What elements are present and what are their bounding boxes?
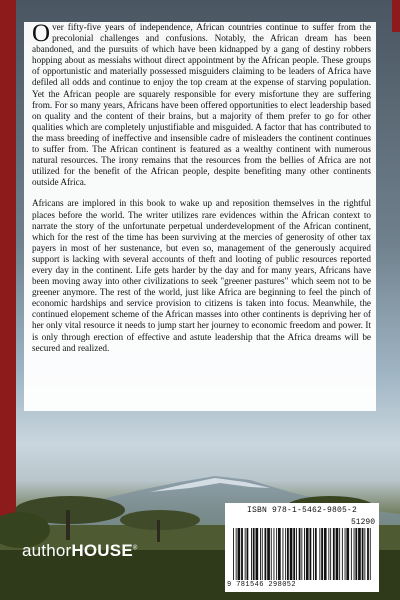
barcode-bar	[321, 528, 323, 580]
barcode-bar	[345, 528, 346, 580]
barcode-bar	[253, 528, 255, 580]
barcode-bar	[271, 528, 272, 580]
barcode-bar	[293, 528, 295, 580]
barcode-bar	[358, 528, 361, 580]
barcode-bar	[324, 528, 327, 580]
barcode-bar	[299, 528, 301, 580]
barcode-bar	[287, 528, 289, 580]
barcode-bar	[256, 528, 259, 580]
blurb-paragraph-1-text: ver fifty-five years of independence, African countries continue to suffer from the precolonial challenges and confusions. Notably, the African dream has been abandoned, and the pursuits of which have been kidnapped by a gang of destiny robbers hopping about as messiahs without direct appointment by the African people. These groups of opportunistic and materially possessed misguiders claiming to be leaders of Africa have defiled all odds and continue to enjoy the top cream at the expense of starving population. Yet the African people are squarely responsible for every misfortune they are suffering from. For so many years, Africans have been offered opportunities to elect leadership based on quality and the content of their brains, but a majority of them prefer to go for other qualities which are completely unjustifiable and misguided. A factor that has contributed to the mass breeding of ineffective and insensible cadre of misleaders the continent continues to suffer from. The African continent is featured as a wealthy continent with numerous natural resources. The irony remains that the resources from the bellies of Africa are not utilized for the benefit of the African people, despite benefiting many other continents outside Africa.	[32, 22, 371, 188]
barcode-bar	[342, 528, 343, 580]
barcode-panel	[225, 503, 379, 592]
barcode-bar	[236, 528, 237, 580]
blurb-paragraph-2: Africans are implored in this book to wake up and reposition themselves in the rightful places before the world. The writer utilizes rare evidences within the African context to narrate the story of the unfortunate perpetual underdevelopment of the African continent, which for the rest of the time has been surviving at the mercies of generosity of other tax payers in most of her sustenance, but even so, management of the generously acquired support is lacking with several accounts of theft and looting of public resources reported every day in the continent. Life gets harder by the day and for many years, Africans have been moving away into other civilizations to seek "greener pastures" which seem not to be greener anymore. The rest of the world, just like Africa are beginning to feel the pinch of economic hardships and service provision to citizens is taken into focus. Meanwhile, the continued elopement scheme of the African masses into other continents is depriving her of her only vital resource it needs to jump start her journey to economic freedom and power. It is only through erection of effective and astute leadership that the Africa dreams will be secured and realized.	[32, 198, 371, 353]
registered-mark: ®	[132, 545, 138, 552]
barcode-bar	[260, 528, 261, 580]
barcode-bar	[304, 528, 305, 580]
publisher-name-part1: author	[22, 541, 72, 560]
barcode-bar	[233, 528, 234, 580]
publisher-logo	[22, 541, 138, 561]
price-code: 51290	[350, 518, 375, 527]
barcode-bar	[278, 528, 281, 580]
red-corner-block	[392, 0, 400, 32]
barcode-bar	[241, 528, 243, 580]
barcode-digits: 9 781546 298052	[227, 581, 297, 589]
barcode-bar	[339, 528, 340, 580]
drop-cap: O	[32, 20, 51, 47]
barcode-bar	[290, 528, 293, 580]
blurb-text	[32, 22, 371, 364]
barcode-bar	[364, 528, 365, 580]
publisher-name-part2: HOUSE	[71, 541, 133, 560]
barcode-bar	[346, 528, 349, 580]
barcode-bar	[319, 528, 320, 580]
isbn-label: ISBN 978-1-5462-9805-2	[246, 506, 358, 515]
barcode-bar	[328, 528, 329, 580]
barcode-bar	[310, 528, 312, 580]
barcode-bar	[330, 528, 331, 580]
barcode-bar	[267, 528, 270, 580]
barcode-bar	[296, 528, 297, 580]
barcode-bar	[315, 528, 317, 580]
barcode-bar	[313, 528, 314, 580]
barcode-bar	[247, 528, 249, 580]
barcode-bar	[276, 528, 277, 580]
barcode-bar	[351, 528, 352, 580]
barcode-bar	[306, 528, 309, 580]
barcode-bar	[355, 528, 357, 580]
barcode-bar	[354, 528, 355, 580]
barcode-bar	[333, 528, 335, 580]
barcode-bar	[262, 528, 263, 580]
barcode-bar	[285, 528, 286, 580]
blurb-paragraph-1	[32, 22, 371, 188]
barcode-bar	[238, 528, 241, 580]
barcode-bar	[336, 528, 339, 580]
barcode-bar	[370, 528, 371, 580]
barcode-bar	[245, 528, 246, 580]
barcode-bar	[367, 528, 369, 580]
barcode-bars	[231, 528, 373, 580]
barcode-bar	[301, 528, 302, 580]
barcode-bar	[362, 528, 364, 580]
barcode-bar	[283, 528, 284, 580]
barcode-bar	[265, 528, 267, 580]
barcode-bar	[251, 528, 252, 580]
barcode-bar	[274, 528, 275, 580]
